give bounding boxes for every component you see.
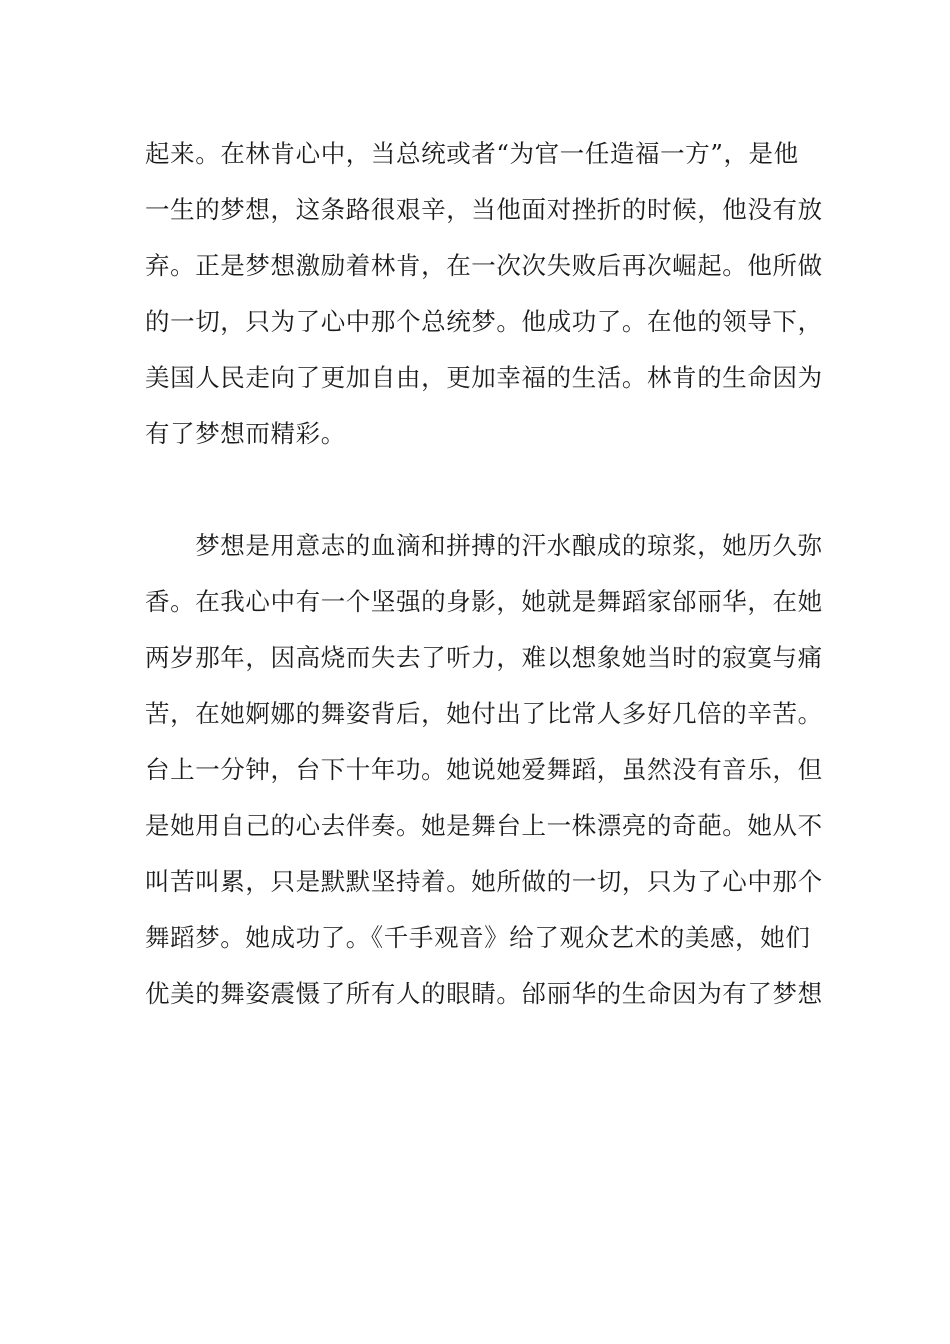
text-line: 叫苦叫累，只是默默坚持着。她所做的一切，只为了心中那个 [145,866,823,896]
text-line: 苦，在她婀娜的舞姿背后，她付出了比常人多好几倍的辛苦。 [145,698,823,728]
paragraph-tai-lihua [145,518,823,1022]
body-text [145,126,823,1022]
text-line: 两岁那年，因高烧而失去了听力，难以想象她当时的寂寞与痛 [145,642,823,672]
text-line: 是她用自己的心去伴奏。她是舞台上一株漂亮的奇葩。她从不 [145,810,823,840]
text-line: 的一切，只为了心中那个总统梦。他成功了。在他的领导下， [145,307,823,336]
text-line: 有了梦想而精彩。 [145,419,346,448]
text-line: 弃。正是梦想激励着林肯，在一次次失败后再次崛起。他所做 [145,251,823,280]
paragraph-spacer [145,462,805,518]
text-line: 梦想是用意志的血滴和拼搏的汗水酿成的琼浆，她历久弥 [145,530,823,560]
paragraph-lincoln [145,126,823,462]
text-line: 香。在我心中有一个坚强的身影，她就是舞蹈家邰丽华，在她 [145,586,823,616]
text-line: 台上一分钟，台下十年功。她说她爱舞蹈，虽然没有音乐，但 [145,754,823,784]
text-line: 优美的舞姿震慑了所有人的眼睛。邰丽华的生命因为有了梦想 [145,978,823,1008]
text-line: 美国人民走向了更加自由，更加幸福的生活。林肯的生命因为 [145,363,823,392]
text-line: 舞蹈梦。她成功了。《千手观音》给了观众艺术的美感，她们 [145,922,811,952]
text-line: 一生的梦想，这条路很艰辛，当他面对挫折的时候，他没有放 [145,195,823,224]
text-line: 起来。在林肯心中，当总统或者“为官一任造福一方”，是他 [145,139,799,168]
